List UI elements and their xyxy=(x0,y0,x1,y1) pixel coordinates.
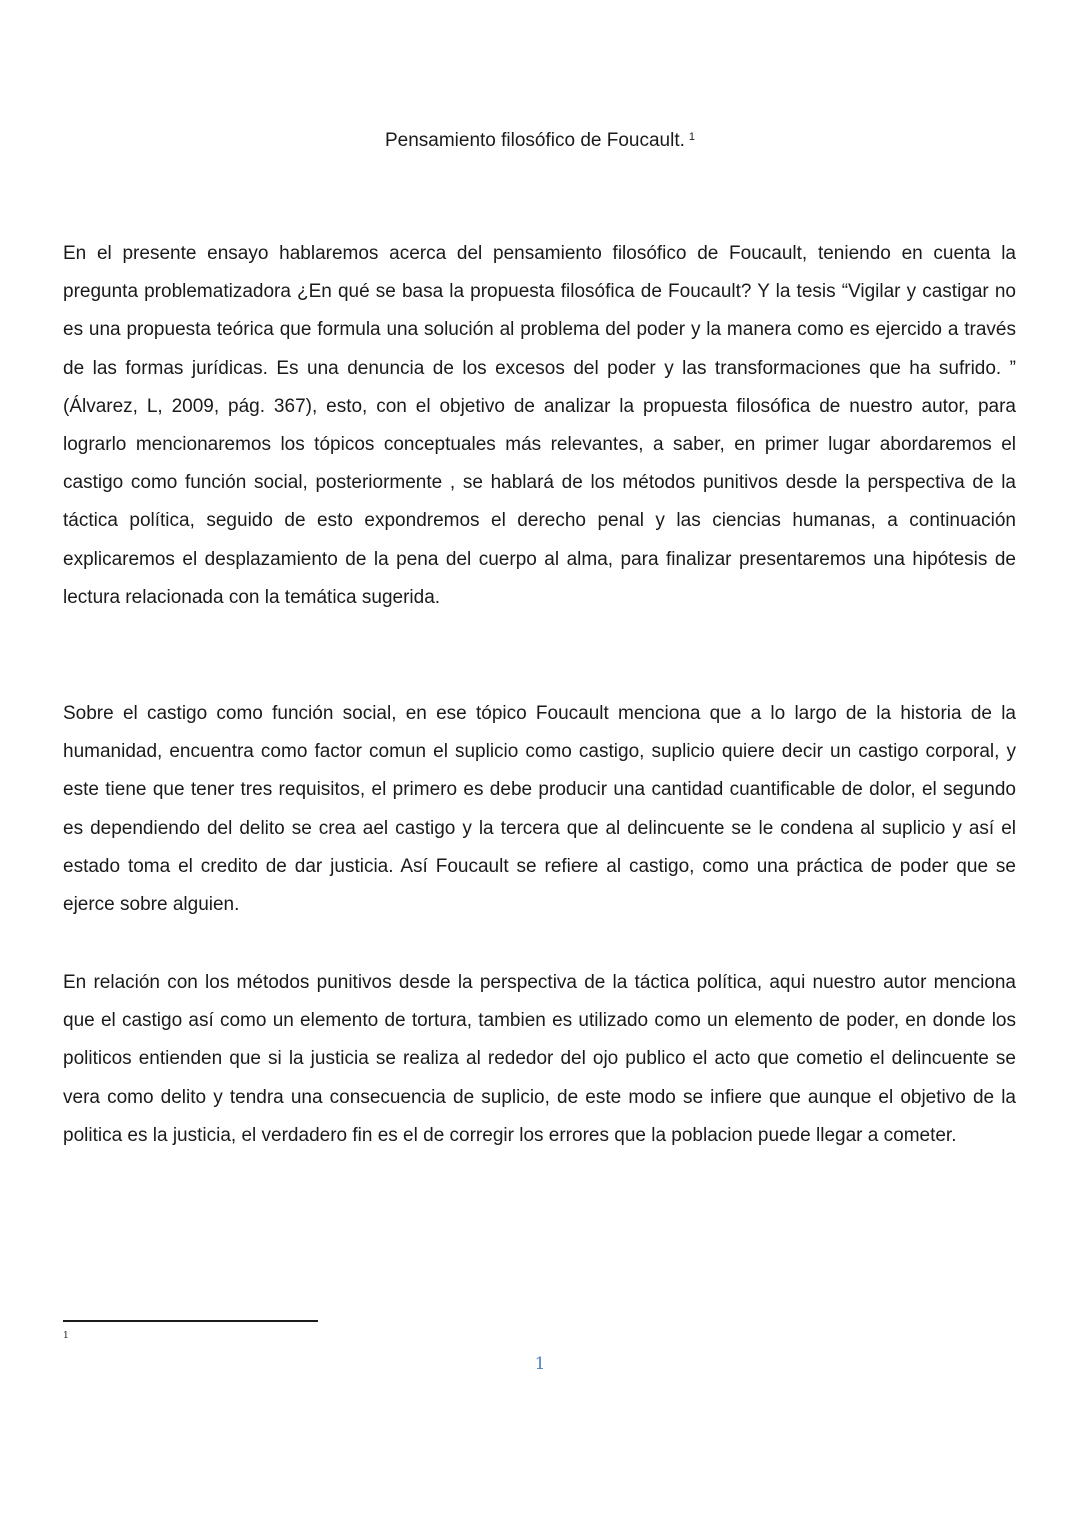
paragraph-introduction: En el presente ensayo hablaremos acerca del pensamiento filosófico de Foucault, teniendo en cuenta la pregunta problematizadora ¿En qué se basa la propuesta filosófica de Foucault? Y la tesis “Vigilar y castigar no es una propuesta teórica que formula una solución al problema del poder y la manera como es ejercido a través de las formas jurídicas. Es una denuncia de los excesos del poder y las transformaciones que ha sufrido. ” (Álvarez, L, 2009, pág. 367), esto, con el objetivo de analizar la propuesta filosófica de nuestro autor, para lograrlo mencionaremos los tópicos conceptuales más relevantes, a saber, en primer lugar abordaremos el castigo como función social, posteriormente , se hablará de los métodos punitivos desde la perspectiva de la táctica política, seguido de esto expondremos el derecho penal y las ciencias humanas, a continuación explicaremos el desplazamiento de la pena del cuerpo al alma, para finalizar presentaremos una hipótesis de lectura relacionada con la temática sugerida. xyxy=(63,243,1016,608)
title-footnote-marker[interactable]: 1 xyxy=(688,131,696,143)
paragraph-metodos-punitivos: En relación con los métodos punitivos desde la perspectiva de la táctica política, aqui nuestro autor menciona que el castigo así como un elemento de tortura, tambien es utilizado como un elemento de poder, en donde los politicos entienden que si la justicia se realiza al rededor del ojo publico el acto que cometio el delincuente se vera como delito y tendra una consecuencia de suplicio, de este modo se infiere que aunque el objetivo de la politica es la justicia, el verdadero fin es el de corregir los errores que la poblacion puede llegar a cometer. xyxy=(63,972,1016,1146)
page-number: 1 xyxy=(534,1354,546,1374)
title-text: Pensamiento filosófico de Foucault. xyxy=(384,130,685,151)
footnote-separator xyxy=(63,1320,318,1322)
paragraph-castigo-funcion-social: Sobre el castigo como función social, en ese tópico Foucault menciona que a lo largo de la historia de la humanidad, encuentra como factor comun el suplicio como castigo, suplicio quiere decir un castigo corporal, y este tiene que tener tres requisitos, el primero es debe producir una cantidad cuantificable de dolor, el segundo es dependiendo del delito se crea ael castigo y la tercera que al delincuente se le condena al suplicio y así el estado toma el credito de dar justicia. Así Foucault se refiere al castigo, como una práctica de poder que se ejerce sobre alguien. xyxy=(63,703,1016,916)
footnote-marker: 1 xyxy=(63,1331,69,1341)
document-title xyxy=(0,128,1080,154)
